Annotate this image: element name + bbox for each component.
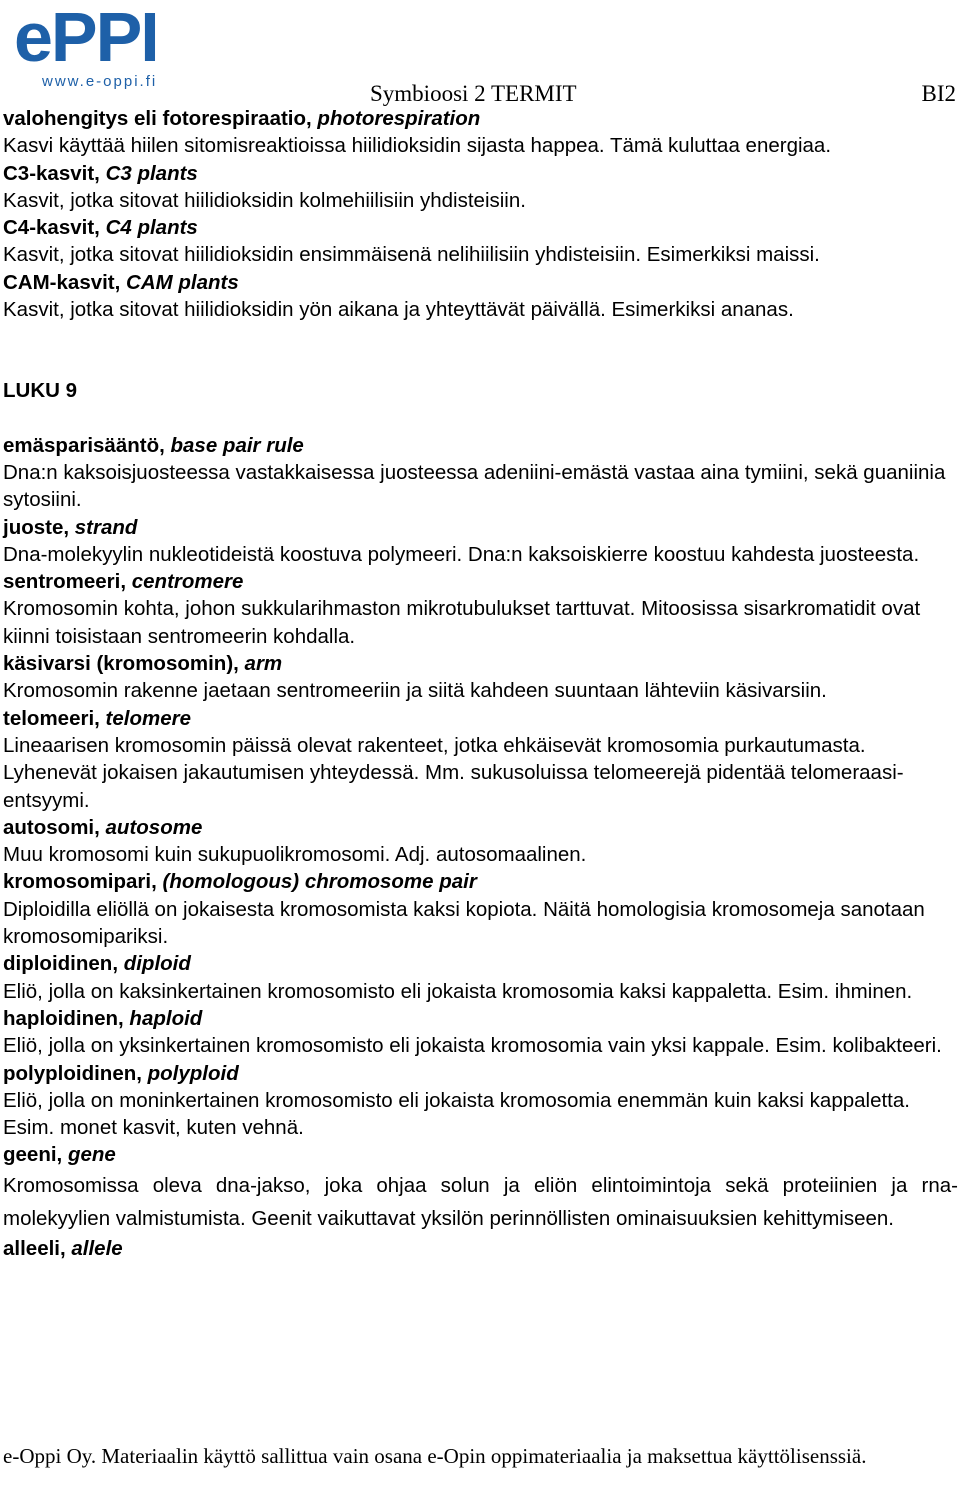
term-finnish: alleeli, [3, 1236, 72, 1260]
glossary-entry [3, 432, 958, 514]
glossary-entry [3, 868, 958, 950]
term-english: C3 plants [105, 161, 198, 185]
glossary-term [3, 950, 958, 977]
term-definition: Kromosomin rakenne jaetaan sentromeeriin ja siitä kahdeen suuntaan lähteviin käsivarsiin. [3, 679, 827, 703]
glossary-section-chapter-9 [3, 432, 958, 1262]
glossary-entry [3, 160, 958, 215]
term-finnish: C3-kasvit, [3, 161, 106, 185]
term-english: polyploid [147, 1061, 239, 1085]
term-english: base pair rule [170, 433, 304, 457]
term-definition: Kasvi käyttää hiilen sitomisreaktioissa hiilidioksidin sijasta happea. Tämä kuluttaa energiaa. [3, 134, 832, 158]
term-definition: Eliö, jolla on yksinkertainen kromosomisto eli jokaista kromosomia vain yksi kappale. Esim. kolibakteeri. [3, 1034, 942, 1058]
glossary-entry [3, 1141, 958, 1234]
glossary-term [3, 432, 958, 459]
logo-url: www.e-oppi.fi [42, 73, 158, 90]
term-english: CAM plants [126, 270, 239, 294]
glossary-entry [3, 269, 958, 324]
glossary-entry [3, 650, 958, 705]
term-definition: Kasvit, jotka sitovat hiilidioksidin yön aikana ja yhteyttävät päivällä. Esimerkiksi ananas. [3, 298, 794, 322]
section-spacer [3, 323, 958, 377]
term-english: gene [67, 1143, 116, 1167]
term-english: allele [71, 1236, 123, 1260]
chapter-heading: LUKU 9 [3, 379, 78, 403]
glossary-term [3, 868, 958, 895]
glossary-content [3, 105, 958, 1262]
term-english: (homologous) chromosome pair [162, 870, 477, 894]
glossary-entry [3, 705, 958, 814]
term-definition: Dna-molekyylin nukleotideistä koostuva polymeeri. Dna:n kaksoiskierre koostuu kahdesta juosteesta. [3, 542, 920, 566]
term-english: diploid [123, 952, 191, 976]
term-definition: Muu kromosomi kuin sukupuolikromosomi. Adj. autosomaalinen. [3, 843, 587, 867]
glossary-entry [3, 1005, 958, 1060]
glossary-term [3, 214, 958, 241]
term-english: haploid [129, 1006, 203, 1030]
glossary-term [3, 814, 958, 841]
glossary-term [3, 269, 958, 296]
glossary-entry [3, 1235, 958, 1262]
term-definition: Kasvit, jotka sitovat hiilidioksidin ensimmäisenä nelihiilisiin yhdisteisiin. Esimerkiksi maissi. [3, 243, 820, 267]
glossary-term [3, 705, 958, 732]
term-finnish: autosomi, [3, 815, 106, 839]
term-definition: Lineaarisen kromosomin päissä olevat rakenteet, jotka ehkäisevät kromosomia purkautumasta. Lyhenevät jokaisen jakautumisen yhteydessä. Mm. sukusoluissa telomeerejä pidentää telomeraasi-entsyymi. [3, 733, 904, 812]
term-definition: Dna:n kaksoisjuosteessa vastakkaisessa juosteessa adeniini-emästä vastaa aina tymiini, sekä guaniinia sytosiini. [3, 460, 946, 512]
term-english: strand [74, 515, 138, 539]
glossary-entry [3, 568, 958, 650]
term-definition: Kasvit, jotka sitovat hiilidioksidin kolmehiilisiin yhdisteisiin. [3, 188, 526, 212]
term-english: autosome [105, 815, 203, 839]
glossary-entry [3, 950, 958, 1005]
term-definition: Kromosomissa oleva dna-jakso, joka ohjaa solun ja eliön elintoimintoja sekä proteiinien ja rna-molekyylien valmistumista. Geenit vaikuttavat yksilön perinnöllisten ominaisuuksien kehittymiseen. [3, 1173, 958, 1230]
term-finnish: CAM-kasvit, [3, 270, 127, 294]
glossary-entry [3, 105, 958, 160]
glossary-term [3, 105, 958, 132]
glossary-term [3, 1141, 958, 1168]
term-finnish: käsivarsi (kromosomin), [3, 652, 245, 676]
term-finnish: kromosomipari, [3, 870, 163, 894]
term-finnish: polyploidinen, [3, 1061, 148, 1085]
glossary-term [3, 514, 958, 541]
glossary-term [3, 650, 958, 677]
term-definition: Eliö, jolla on kaksinkertainen kromosomisto eli jokaista kromosomia kaksi kappaletta. Esim. ihminen. [3, 979, 913, 1003]
glossary-term [3, 160, 958, 187]
term-english: telomere [105, 706, 192, 730]
term-finnish: diploidinen, [3, 952, 124, 976]
term-finnish: haploidinen, [3, 1006, 130, 1030]
term-finnish: telomeeri, [3, 706, 106, 730]
term-definition: Diploidilla eliöllä on jokaisesta kromosomista kaksi kopiota. Näitä homologisia kromosomeja sanotaan kromosomipariksi. [3, 897, 925, 949]
term-english: arm [244, 652, 283, 676]
glossary-term [3, 568, 958, 595]
term-english: C4 plants [105, 216, 198, 240]
term-english: centromere [131, 570, 244, 594]
glossary-term [3, 1060, 958, 1087]
term-finnish: sentromeeri, [3, 570, 132, 594]
glossary-entry [3, 214, 958, 269]
glossary-entry [3, 514, 958, 569]
term-finnish: emäsparisääntö, [3, 433, 171, 457]
course-code: BI2 [921, 81, 956, 106]
glossary-entry [3, 814, 958, 869]
glossary-term [3, 1005, 958, 1032]
copyright-footer: e-Oppi Oy. Materiaalin käyttö sallittua vain osana e-Opin oppimateriaalia ja maksettua käyttölisenssiä. [3, 1444, 867, 1468]
glossary-section-top [3, 105, 958, 323]
term-finnish: geeni, [3, 1143, 68, 1167]
eoppi-logo [14, 2, 204, 94]
document-title: Symbioosi 2 TERMIT [370, 81, 577, 106]
term-definition: Kromosomin kohta, johon sukkularihmaston mikrotubulukset tarttuvat. Mitoosissa sisarkromatidit ovat kiinni toisistaan sentromeerin kohdalla. [3, 597, 921, 648]
term-definition: Eliö, jolla on moninkertainen kromosomisto eli jokaista kromosomia enemmän kuin kaksi kappaletta. Esim. monet kasvit, kuten vehnä. [3, 1088, 910, 1140]
term-finnish: juoste, [3, 515, 75, 539]
term-english: photorespiration [317, 107, 481, 130]
glossary-term [3, 1235, 958, 1262]
logo-wordmark: ePPI [14, 0, 158, 76]
term-finnish: valohengitys eli fotorespiraatio, [3, 107, 318, 130]
glossary-entry [3, 1060, 958, 1142]
term-finnish: C4-kasvit, [3, 216, 106, 240]
